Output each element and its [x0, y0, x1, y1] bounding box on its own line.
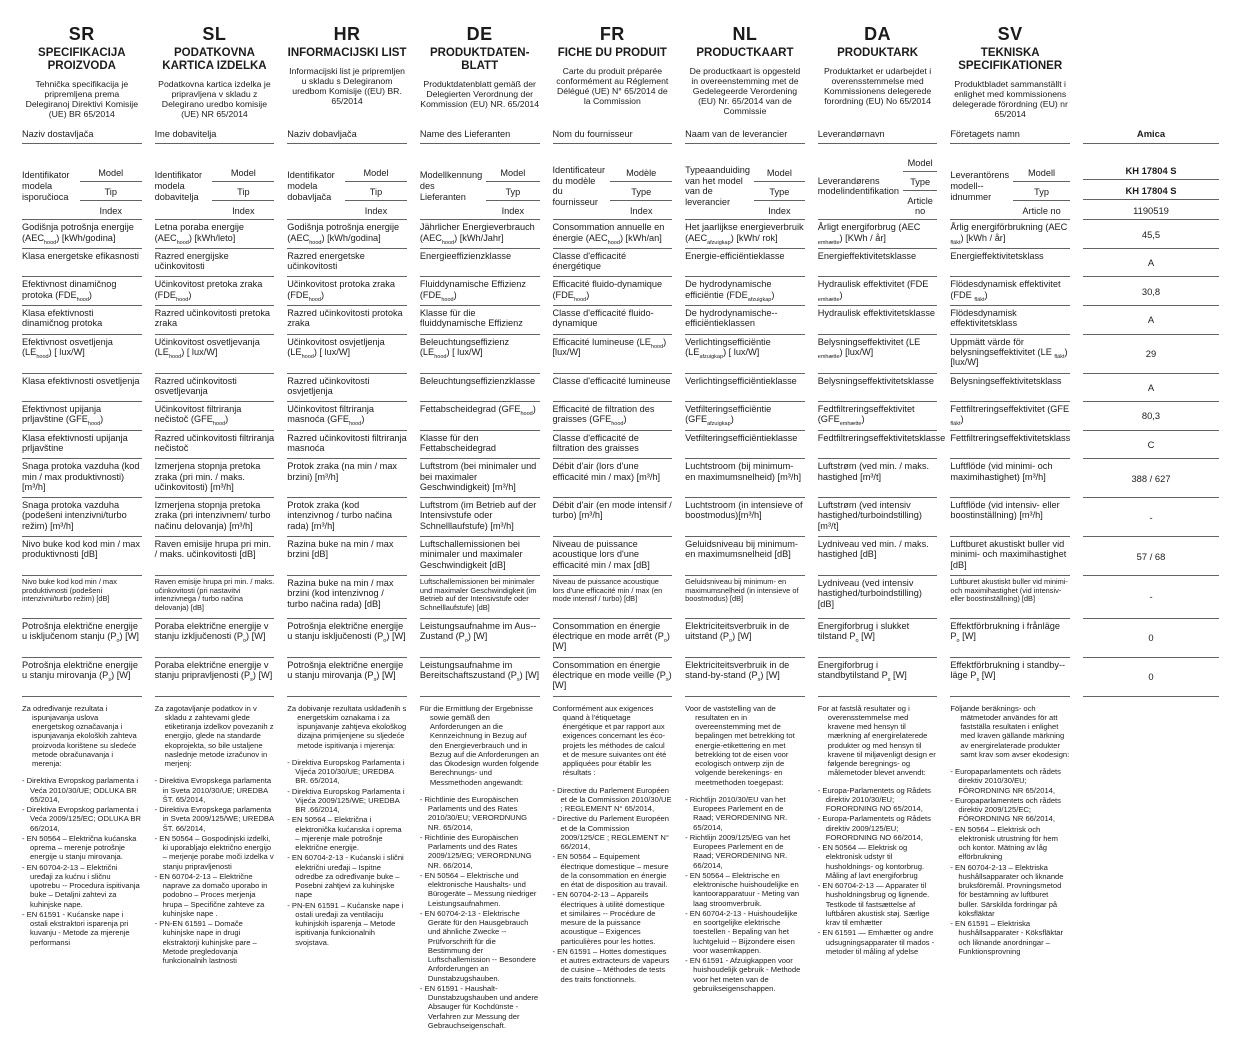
spec-label: Učinkovitost pretoka zraka $(FDE_{hood})$ — [155, 277, 275, 306]
supplier-name-label: Nom du fournisseur — [553, 127, 673, 144]
footer-intro: Za određivanje rezultata i ispunjavanja uslova energetskog označavanja i ispunjavanja ekoloških zahteva proizvoda korištene su sledeće metode obračunavanja i merenja: — [22, 703, 137, 769]
spec-label: Het jaarlijkse energieverbruik $(AEC_{afzuigkap})$ [kWh/ rok] — [685, 220, 805, 249]
spec-label: Energiforbrug i slukket tilstand $P_o$ [W] — [818, 619, 938, 658]
spec-label: Belysningseffektivitetsklass — [950, 374, 1070, 403]
spec-label: Snaga protoka vazduha (kod min / max produktivnosti) [m³/h] — [22, 459, 142, 498]
footer-row — [22, 697, 1219, 1032]
spec-value: A — [1083, 249, 1219, 278]
spec-value: A — [1083, 306, 1219, 335]
spec-label: Classe d'efficacité de filtration des graisses — [553, 431, 673, 460]
spec-label: Razred energijske učinkovitosti — [155, 249, 275, 278]
spec-value: 45,5 — [1083, 220, 1219, 249]
spec-label: Belysningseffektivitetsklasse — [818, 374, 938, 403]
spec-value: C — [1083, 431, 1219, 460]
spec-value: 57 / 68 — [1083, 537, 1219, 576]
spec-label: Razred učinkovitosti pretoka zraka — [155, 306, 275, 335]
article-no-value: 1190519 — [1133, 205, 1169, 217]
column-description: De productkaart is opgesteld in overeenstemming met de Gedelegeerde Verordening (EU) Nr. 65/2014 van de Commissie — [689, 65, 801, 117]
footer-cell — [22, 697, 142, 1032]
spec-label: Energieffektivitetsklass — [950, 249, 1070, 278]
spec-label: Luchtstroom (bij minimum- en maximumsnelheid) [m³/h] — [685, 459, 805, 498]
footer-item: - PN-EN 61591 – Kućanske nape i ostali uređaji za ventilaciju kuhinjskih isparenja – Metode ispitivanja funkcionalnih svojstava. — [287, 901, 407, 947]
spec-row — [22, 402, 1219, 431]
spec-label: Klasa efektivnosti upijanja prljavštine — [22, 431, 142, 460]
footer-item: - EN 60704-2-13 — Apparater til husholdningsbrug og lignende. Testkode til fastsættelse af luftbåren akustisk støj. Særlige krav til emhætter — [818, 881, 938, 927]
spec-label: Elektriciteitsverbruik in de stand-by-stand $(P_s)$ [W] — [685, 658, 805, 697]
spec-label: Potrošnja električne energije u isključenom stanju $(P_o)$ [W] — [22, 619, 142, 658]
spec-row — [22, 619, 1219, 658]
spec-label: Luftstrøm (ved intensiv hastighed/turboindstilling) [m³/t] — [818, 498, 938, 537]
spec-label: Razina buke na min / max brzini [dB] — [287, 537, 407, 576]
supplier-name-label: Name des Lieferanten — [420, 127, 540, 144]
footer-item: - Directive du Parlement Européen et de la Commission 2010/30/UE ; REGLEMENT N° 65/2014, — [553, 786, 673, 814]
spec-label: De hydrodynamische efficiëntie $(FDE_{afzuigkap})$ — [685, 277, 805, 306]
footer-intro: Conformément aux exigences quand à l'étiquetage énergétique et par rapport aux exigences concernant les éco-projets les méthodes de calcul et de mesure suivantes ont été appliquées pour établir les résultats : — [552, 703, 667, 778]
spec-label: Snaga protoka vazduha (podešeni intenzivni/turbo režim) [m³/h] — [22, 498, 142, 537]
language-column-header — [22, 24, 142, 127]
spec-label: Fettabscheidegrad $(GFE_{hood})$ — [420, 402, 540, 431]
column-description: Informacijski list je pripremljen u skladu s Delegiranom uredbom Komisije ((EU) BR. 65/2014 — [289, 65, 405, 107]
spec-label: Efektivnost osvetljenja $(LE_{hood})$ [ lux/W] — [22, 335, 142, 374]
language-column-header — [685, 24, 805, 127]
spec-label: Fedtfiltreringseffektivitetsklasse — [818, 431, 938, 460]
spec-label: Izmerjena stopnja pretoka zraka (pri min. / maks. učinkovitosti) [m³/h] — [155, 459, 275, 498]
model-row-label: Model — [754, 163, 805, 182]
footer-item: - EN 61591 – Elektriska hushållsapparater - Köksfläktar och liknande anordningar – Funktionsprovning — [950, 919, 1070, 956]
spec-label: Effektförbrukning i standby--läge $P_s$ [W] — [950, 658, 1070, 697]
footer-item: - EN 61591 - Afzuigkappen voor huishoudelijk gebruik - Methode voor het meten van de gebruikseigenschappen. — [685, 956, 805, 993]
footer-item: - EN 60704-2-13 - Kućanski i slični električni uređaji – Ispitne odredbe za određivanje buke – Posebni zahtjevi za kuhinjske nape — [287, 853, 407, 899]
spec-value: 29 — [1083, 335, 1219, 374]
spec-label: Vetfilteringsefficiëntie $(GFE_{afzuigkap})$ — [685, 402, 805, 431]
spec-label: Beleuchtungseffizienz $(LE_{hood})$ [ lux/W] — [420, 335, 540, 374]
index-row-label: Article no — [907, 196, 933, 217]
spec-label: Niveau de puissance acoustique lors d'une efficacité min / max [dB] — [553, 537, 673, 576]
spec-label: Luftflöde (vid minimi- och maximihastighet) [m³/h] — [950, 459, 1070, 498]
language-code: DE — [466, 24, 493, 44]
spec-label: Effektförbrukning i frånläge $P_o$ [W] — [950, 619, 1070, 658]
spec-label: De hydrodynamische--efficiëntieklassen — [685, 306, 805, 335]
type-row-label: Tip — [345, 182, 407, 201]
header-row — [22, 24, 1219, 127]
spec-label: Luftburet akustiskt buller vid minimi- och maximihastighet [dB] — [950, 537, 1070, 576]
spec-label: Klasse für den Fettabscheidegrad — [420, 431, 540, 460]
footer-item: - EN 60704-2-13 - Elektrische Geräte für den Hausgebrauch und ähnliche Zwecke -- Prüfvorschrift für die Bestimmung der Luftschallemission -- Besondere Anforderungen an Dunstabzugshauben. — [420, 909, 540, 983]
column-title: PODATKOVNA KARTICA IZDELKA — [162, 47, 267, 72]
spec-label: Efektivnost dinamičnog protoka $(FDE_{hood})$ — [22, 277, 142, 306]
footer-item: - EN 61591 – Hottes domestiques et autres extracteurs de vapeurs de cuisine – Méthodes de tests des traits fonctionnels. — [553, 947, 673, 984]
footer-cell — [818, 697, 938, 1032]
language-column-header — [155, 24, 275, 127]
model-id-label: Identifikator modela dobavljača — [287, 170, 335, 202]
spec-row — [22, 658, 1219, 697]
spec-label: Potrošnja električne energije u stanju mirovanja $(P_s)$ [W] — [22, 658, 142, 697]
supplier-name-label: Företagets namn — [950, 127, 1070, 144]
spec-label: Luftstrom (bei minimaler und bei maximaler Geschwindigkeit) [m³/h] — [420, 459, 540, 498]
spec-label: Efficacité fluido-dynamique $(FDE_{hood})$ — [553, 277, 673, 306]
footer-item: - Directive du Parlement Européen et de la Commission 2009/125/CE ; REGLEMENT N° 66/2014, — [553, 814, 673, 851]
language-column-header — [553, 24, 673, 127]
footer-item: - Direktiva Europskog Parlamenta i Vijeća 2009/125/WE; UREDBA BR .66/2014, — [287, 787, 407, 815]
model-row-label: Modell — [1013, 163, 1070, 182]
footer-item: - PN-EN 61591 – Domače kuhinjske nape in drugi ekstraktorji kuhinjske pare – Metode pregledovanja funkcionalnih lastnosti — [155, 919, 275, 965]
footer-item: - EN 61591 - Kućanske nape i ostali ekstraktori isparenja pri kuvanju - Metode za mjerenje performansi — [22, 910, 142, 947]
spec-label: Razred učinkovitosti protoka zraka — [287, 306, 407, 335]
spec-label: Razred učinkovitosti filtriranja masnoća — [287, 431, 407, 460]
model-id-label: Leverandørens modelindentifikation — [817, 175, 899, 197]
spec-label: Učinkovitost osvjetljenja $(LE_{hood})$ [ lux/W] — [287, 335, 407, 374]
spec-label: Uppmätt värde för belysningseffektivitet (LE $_{fläkt}$) [lux/W] — [950, 335, 1070, 374]
model-row-label: Model — [903, 153, 937, 172]
footer-item: - EN 61591 - Haushalt-Dunstabzugshauben und andere Absauger für Kochdünste - Verfahren zur Messung der Gebrauchseigenschaft. — [420, 984, 540, 1030]
spec-row — [22, 335, 1219, 374]
footer-item: - Europaparlamentets och rådets direktiv 2010/30/EU; FÖRORDNING NR 65/2014, — [950, 767, 1070, 795]
model-row-label: Model — [345, 163, 407, 182]
spec-label: Classe d'efficacité énergétique — [553, 249, 673, 278]
brand-value: Amica — [1083, 127, 1219, 144]
footer-item: - Richtlijn 2009/125/EG van het Europees Parlement en de Raad; VERORDENING NR. 66/2014, — [685, 833, 805, 870]
supplier-name-label: Naam van de leverancier — [685, 127, 805, 144]
footer-empty — [1083, 697, 1219, 1032]
supplier-row — [22, 127, 1219, 144]
index-row-label: Index — [99, 206, 122, 217]
spec-label: Protok zraka (kod intenzivnog / turbo načina rada) [m³/h] — [287, 498, 407, 537]
spec-label: Fettfiltreringseffektivitetsklass — [950, 431, 1070, 460]
model-identifier-cell — [287, 153, 407, 220]
language-column-header — [818, 24, 938, 127]
column-description: Produktarket er udarbejdet i overensstemmelse med Kommissionens delegerede forordning (EU) No 65/2014 — [823, 65, 932, 107]
footer-intro: Für die Ermittlung der Ergebnisse sowie gemäß den Anforderungen an die Kennzeichnung in Bezug auf den Energieverbrauch und in Bezug auf die Anforderungen an das Ökodesign wurden folgende Berechnungs- und Messmethoden angewandt: — [419, 703, 539, 787]
spec-value: - — [1083, 576, 1219, 619]
spec-row — [22, 576, 1219, 619]
spec-label: Beleuchtungseffizienzklasse — [420, 374, 540, 403]
footer-item: - Direktiva Evropskega parlamenta in Sveta 2010/30/UE; UREDBA ŠT. 65/2014, — [155, 776, 275, 804]
spec-label: Luchtstroom (in intensieve of boostmodus)[m³/h] — [685, 498, 805, 537]
footer-item: - Richtlinie des Europäischen Parlaments und des Rates 2010/30/EU; VERORDNUNG NR. 65/2014, — [420, 795, 540, 832]
footer-item: - Europa-Parlamentets og Rådets direktiv 2010/30/EU; FORORDNING NO 65/2014, — [818, 786, 938, 814]
footer-intro: Za zagotavljanje podatkov in v skladu z zahtevami glede etiketiranja izdelkov povezanih z energijo, glede na standarde ekoprojekta, so bile ustaljene naslednje metode izračunov in merjenj: — [154, 703, 274, 769]
supplier-name-label: Leverandørnavn — [818, 127, 938, 144]
spec-label: Consommation annuelle en énergie $(AEC_{hood})$ [kWh/an] — [553, 220, 673, 249]
spec-value: 80,3 — [1083, 402, 1219, 431]
spec-row — [22, 249, 1219, 278]
model-identifier-cell — [420, 153, 540, 220]
footer-item: - EN 60704-2-13 – Appareils électriques à utilité domestique et similaires -- Procédure de mesure de la puissance acoustique – Exigences particulières pour les hottes. — [553, 890, 673, 946]
spec-label: Energieeffizienzklasse — [420, 249, 540, 278]
footer-item: - EN 50564 – Gospodinjski izdelki, ki uporabljajo električno energijo – merjenje porabe moči izdelka v stanju pripravljenosti — [155, 834, 275, 871]
spec-label: Potrošnja električne energije u stanju mirovanja $(P_s)$ [W] — [287, 658, 407, 697]
spec-value: 388 / 627 — [1083, 459, 1219, 498]
spec-label: Débit d'air (lors d'une efficacité min / max) [m³/h] — [553, 459, 673, 498]
footer-intro: Följande beräknings- och mätmetoder användes för att fastställa resultaten i enlighet med kraven gällande märkning av energirelaterade produkter samt krav som avser ekodesign: — [950, 703, 1070, 759]
footer-item: - EN 50564 – Električna i elektronička kućanska i oprema – mjerenje male potrošnje električne energije. — [287, 815, 407, 852]
model-id-label: Identificateur du modèle du fournisseur — [552, 165, 606, 207]
spec-row — [22, 537, 1219, 576]
spec-label: Lydniveau (ved intensiv hastighed/turboindstilling) [dB] — [818, 576, 938, 619]
type-row-label: Type — [754, 182, 805, 201]
index-row-label: Index — [364, 206, 388, 217]
footer-cell — [287, 697, 407, 1032]
model-identifier-cell — [155, 153, 275, 220]
footer-item: - Europa-Parlamentets og Rådets direktiv 2009/125/EU; FORORDNING NO 66/2014, — [818, 814, 938, 842]
column-title: INFORMACIJSKI LIST — [287, 47, 407, 59]
spec-label: Energiforbrug i standbytilstand $P_s$ [W] — [818, 658, 938, 697]
spec-label: Izmerjena stopnja pretoka zraka (pri intenzivnem/ turbo načinu delovanja) [m³/h] — [155, 498, 275, 537]
spec-label: Klasa energetske efikasnosti — [22, 249, 142, 278]
column-title: PRODUKTARK — [837, 47, 919, 59]
footer-item: - EN 50564 — Elektrisk og elektronisk udstyr til husholdnings- og kontorbrug. Måling af lavt energiforbrug — [818, 843, 938, 880]
spec-row — [22, 431, 1219, 460]
spec-label: Efficacité de filtration des graisses $(GFE_{hood})$ — [553, 402, 673, 431]
footer-item: - EN 50564 – Elektrische und elektronische Haushalts- und Bürogeräte – Messung niedriger Leistungsaufnahmen. — [420, 871, 540, 908]
spec-label: Consommation en énergie électrique en mode arrêt $(P_o)$ [W] — [553, 619, 673, 658]
spec-label: Raven emisije hrupa pri min. / maks. učinkovitosti [dB] — [155, 537, 275, 576]
spec-label: Hydraulisk effektivitetsklasse — [818, 306, 938, 335]
spec-label: Učinkovitost filtriranja masnoća $(GFE_{hood})$ — [287, 402, 407, 431]
type-value: KH 17804 S — [1083, 180, 1219, 200]
language-code: SR — [68, 24, 95, 44]
spec-label: Godišnja potrošnja energije $(AEC_{hood})$ [kWh/godina] — [287, 220, 407, 249]
spec-row — [22, 306, 1219, 335]
column-description: Podatkovna kartica izdelka je pripravljena v skladu z Delegirano uredbo komisije (UE) NR 65/2014 — [158, 78, 271, 120]
spec-label: Leistungsaufnahme im Aus--Zustand $(P_o)$ [W] — [420, 619, 540, 658]
model-id-label: Typeaanduiding van het model van de leverancier — [685, 165, 751, 207]
spec-label: Razred energetske učinkovitosti — [287, 249, 407, 278]
spec-label: Débit d'air (en mode intensif / turbo) [m³/h] — [553, 498, 673, 537]
spec-label: Razred učinkovitosti filtriranja nečistoč — [155, 431, 275, 460]
spec-label: Poraba električne energije v stanju izključenosti $(P_o)$ [W] — [155, 619, 275, 658]
spec-label: Flödesdynamisk effektivitet (FDE $_{fläkt}$) — [950, 277, 1070, 306]
spec-label: Hydraulisk effektivitet (FDE $_{emhætte}$) — [818, 277, 938, 306]
supplier-name-label: Ime dobavitelja — [155, 127, 275, 144]
spec-label: Učinkovitost protoka zraka $(FDE_{hood})$ — [287, 277, 407, 306]
model-row-label: Model — [80, 163, 142, 182]
footer-intro: For at fastslå resultater og i overensstemmelse med kravene med hensyn til mærkning af energirelaterede produkter og med hensyn til kravene til miljøvenligt design er følgende beregnings- og målemetoder blevet anvendt: — [817, 703, 936, 778]
footer-item: - Direktiva Evropskega parlamenta in Sveta 2009/125/WE; UREDBA ŠT. 66/2014, — [155, 805, 275, 833]
spec-value: 30,8 — [1083, 277, 1219, 306]
spec-label: Classe d'efficacité fluido-dynamique — [553, 306, 673, 335]
language-code: HR — [333, 24, 361, 44]
model-row-label: Model — [212, 163, 274, 182]
footer-cell — [685, 697, 805, 1032]
spec-label: Efektivnost upijanja prljavštine $(GFE_{hood})$ — [22, 402, 142, 431]
index-row-label: Article no — [1022, 206, 1061, 217]
model-identifier-cell — [22, 153, 142, 220]
spec-rows — [22, 220, 1219, 696]
supplier-name-label: Naziv dostavljača — [22, 127, 142, 144]
model-row-label: Model — [486, 163, 539, 182]
type-row-label: Tip — [212, 182, 274, 201]
spec-value: - — [1083, 498, 1219, 537]
spec-label: Razina buke na min / max brzini (kod intenzivnog / turbo načina rada) [dB] — [287, 576, 407, 619]
model-row-label: Modèle — [610, 163, 672, 182]
spec-row — [22, 277, 1219, 306]
model-identifier-row — [22, 153, 1219, 220]
spec-label: Potrošnja električne energije u stanju isključenosti $(P_o)$ [W] — [287, 619, 407, 658]
model-values-cell — [1083, 153, 1219, 220]
type-row-label: Typ — [1013, 182, 1070, 201]
spec-value: 0 — [1083, 619, 1219, 658]
column-description: Tehnička specifikacija je pripremljena prema Delegiranoj Direktivi Komisije (UE) BR 65/2014 — [25, 78, 139, 120]
spec-label: Fettfiltreringseffektivitet (GFE $_{fläkt}$) — [950, 402, 1070, 431]
footer-cell — [155, 697, 275, 1032]
model-value: KH 17804 S — [1083, 160, 1219, 180]
spec-label: Poraba električne energije v stanju pripravljenosti $(P_s)$ [W] — [155, 658, 275, 697]
type-row-label: Type — [610, 182, 672, 201]
model-id-label: Modellkennung des Lieferanten — [419, 170, 483, 202]
spec-label: Klasa efektivnosti osvetljenja — [22, 374, 142, 403]
language-code: NL — [732, 24, 758, 44]
spec-label: Leistungsaufnahme im Bereitschaftszustand $(P_s)$ [W] — [420, 658, 540, 697]
index-row-label: Index — [629, 206, 653, 217]
spec-label: Energieffektivitetsklasse — [818, 249, 938, 278]
footer-item: - Direktiva Europskog Parlamenta i Vijeća 2010/30/UE; UREDBA BR. 65/2014, — [287, 758, 407, 786]
model-id-label: Identifikator modela isporučioca — [22, 170, 70, 202]
index-row-label: Index — [232, 206, 255, 217]
spec-label: Elektriciteitsverbruik in de uitstand $(P_o)$ [W] — [685, 619, 805, 658]
supplier-name-label: Naziv dobavljača — [287, 127, 407, 144]
spec-label: Luftstrøm (ved min. / maks. hastighed [m³/t] — [818, 459, 938, 498]
column-title: TEKNISKA SPECIFIKATIONER — [958, 47, 1063, 72]
model-id-label: Leverantörens modell--idnummer — [950, 170, 1010, 202]
spec-label: Lydniveau ved min. / maks. hastighed [dB] — [818, 537, 938, 576]
language-code: SL — [202, 24, 227, 44]
footer-item: - Richtlijn 2010/30/EU van het Europees Parlement en de Raad; VERORDENING NR. 65/2014, — [685, 795, 805, 832]
column-title: FICHE DU PRODUIT — [557, 47, 667, 59]
spec-row — [22, 220, 1219, 249]
footer-cell — [420, 697, 540, 1032]
spec-row — [22, 498, 1219, 537]
language-column-header — [287, 24, 407, 127]
spec-label: Nivo buke kod kod min / max produktivnosti [dB] — [22, 537, 142, 576]
language-code: FR — [599, 24, 625, 44]
spec-value: 0 — [1083, 658, 1219, 697]
model-identifier-cell — [685, 153, 805, 220]
spec-label: Razred učinkovitosti osvjetljenja — [287, 374, 407, 403]
index-row-label: Index — [501, 206, 525, 217]
column-title: PRODUCTKAART — [696, 47, 794, 59]
footer-cell — [950, 697, 1070, 1032]
spec-label: Klasa efektivnosti dinamičnog protoka — [22, 306, 142, 335]
spec-label: Luftstrom (im Betrieb auf der Intensivstufe oder Schnelllaufstufe) [m³/h] — [420, 498, 540, 537]
index-row-label: Index — [768, 206, 791, 217]
spec-label: Protok zraka (na min / max brzini) [m³/h] — [287, 459, 407, 498]
column-title: PRODUKTDATEN- BLATT — [429, 47, 530, 72]
footer-item: - EN 60704-2-13 – Elektriska hushållsapparater och liknande bruksföremål. Provningsmetod för bestämning av luftburet buller. Särskilda fordringar på köksfläktar — [950, 863, 1070, 919]
footer-item: - EN 50564 – Elektrisk och elektronisk utrustning för hem och kontor. Mätning av låg elförbrukning — [950, 825, 1070, 862]
spec-label: Flödesdynamisk effektivitetsklass — [950, 306, 1070, 335]
spec-label: Energie-efficiëntieklasse — [685, 249, 805, 278]
spec-label: Učinkovitost osvetljevanja $(LE_{hood})$ [ lux/W] — [155, 335, 275, 374]
spec-label: Årlig energiförbrukning (AEC $_{fläkt}$) [kWh / år] — [950, 220, 1070, 249]
spec-label: Verlichtingsefficiëntie $(LE_{afzuigkap})$ [ lux/W] — [685, 335, 805, 374]
footer-intro: Za dobivanje rezultata usklađenih s energetskim oznakama i za ispunjavanje zahtjeva ekološkog dizajna primijenjene su sljedeće metode ispitivanja i mjerenja: — [287, 703, 407, 750]
footer-item: - Direktiva Evropskog parlamenta i Veća 2009/125/EC; ODLUKA BR 66/2014, — [22, 805, 142, 833]
model-identifier-cell — [950, 153, 1070, 220]
spec-label: Årligt energiforbrug (AEC $_{emhætte}$) [KWh / år] — [818, 220, 938, 249]
type-row-label: Typ — [486, 182, 539, 201]
spec-label: Consommation en énergie électrique en mode veille $(P_s)$ [W] — [553, 658, 673, 697]
footer-item: - EN 60704-2-13 – Električni uređaji za kućnu i sličnu upotrebu -- Procedura ispitivanja buke – Detaljni zahtevi za kuhinjske nape. — [22, 863, 142, 909]
spec-label: Razred učinkovitosti osvetljevanja — [155, 374, 275, 403]
language-code: SV — [997, 24, 1023, 44]
footer-item: - EN 50564 – Equipement électrique domestique – mesure de la consommation en énergie en état de disposition au travail. — [553, 852, 673, 889]
footer-item: - Europaparlamentets och rådets direktiv 2009/125/EC; FÖRORDNING NR 66/2014, — [950, 796, 1070, 824]
spec-label: Geluidsniveau bij minimum- en maximumsnelheid (in intensieve of boostmodus) [dB] — [685, 576, 805, 619]
spec-label: Belysningseffektivitet (LE $_{emhætte}$) [lux/W] — [818, 335, 938, 374]
spec-label: Učinkovitost filtriranja nečistoč $(GFE_{hood})$ — [155, 402, 275, 431]
footer-item: - EN 60704-2-13 – Električne naprave za domačo uporabo in podobno – Proces merjenja hrupa – Specifične zahteve za kuhinjske nape . — [155, 872, 275, 918]
footer-item: - Direktiva Evropskog parlamenta i Veća 2010/30/UE; ODLUKA BR 65/2014, — [22, 776, 142, 804]
language-code: DA — [864, 24, 892, 44]
column-description: Produktbladet sammanställt i enlighet med kommissionens delegerade förordning (EU) nr 65/2014 — [952, 78, 1068, 120]
language-column-header — [420, 24, 540, 127]
language-column-header — [950, 24, 1070, 127]
spec-label: Luftflöde (vid intensiv- eller boostinställning) [m³/h] — [950, 498, 1070, 537]
footer-item: - EN 50564 – Elektrische en elektronische huishoudelijke en kantoorapparatuur - Meting van laag stroomverbruik. — [685, 871, 805, 908]
spec-label: Niveau de puissance acoustique lors d'une efficacité min / max (en mode intensif / turbo) [dB] — [553, 576, 673, 619]
spec-label: Verlichtingsefficiëntieklasse — [685, 374, 805, 403]
column-description: Produktdatenblatt gemäß der Delegierten Verordnung der Kommission (EU) NR. 65/2014 — [420, 78, 540, 109]
model-identifier-cell — [818, 153, 938, 220]
column-title: SPECIFIKACIJA PROIZVODA — [38, 47, 126, 72]
spec-label: Jährlicher Energieverbrauch $(AEC_{hood})$ [kWh/Jahr] — [420, 220, 540, 249]
spec-row — [22, 374, 1219, 403]
values-column-header — [1083, 24, 1219, 127]
footer-item: - EN 50564 – Električna kućanska oprema – merenje potrošnje energije u stanju mirovanja. — [22, 834, 142, 862]
spec-label: Efficacité lumineuse $(LE_{hood})$ [lux/W] — [553, 335, 673, 374]
spec-label: Classe d'efficacité lumineuse — [553, 374, 673, 403]
type-row-label: Type — [903, 172, 937, 191]
model-id-label: Identifikator modela dobavitelja — [154, 170, 203, 202]
spec-label: Geluidsniveau bij minimum- en maximumsnelheid [dB] — [685, 537, 805, 576]
spec-label: Raven emisije hrupa pri min. / maks. učinkovitosti (pri nastavitvi intenzivnega / turbo načina delovanja) [dB] — [155, 576, 275, 619]
footer-cell — [553, 697, 673, 1032]
footer-item: - EN 60704-2-13 - Huishoudelijke en soortgelijke elektrische toestellen - Bepaling van het luchtgeluid -- Bijzondere eisen voor wasemkappen. — [685, 909, 805, 955]
spec-label: Letna poraba energije $(AEC_{hood})$ [kWh/leto] — [155, 220, 275, 249]
spec-label: Fedtfiltreringseffektivitet $(GFE_{emhætte})$ — [818, 402, 938, 431]
spec-label: Fluiddynamische Effizienz $(FDE_{hood})$ — [420, 277, 540, 306]
spec-label: Klasse für die fluiddynamische Effizienz — [420, 306, 540, 335]
spec-label: Godišnja potrošnja energije $(AEC_{hood})$ [kWh/godina] — [22, 220, 142, 249]
spec-row — [22, 459, 1219, 498]
spec-label: Luftburet akustiskt buller vid minimi- och maximihastighet (vid intensiv- eller boostinställning) [dB] — [950, 576, 1070, 619]
column-description: Carte du produit préparée conformément au Réglement Délégué (UE) N° 65/2014 de la Commission — [556, 65, 669, 107]
spec-label: Luftschallemissionen bei minimaler und maximaler Geschwindigkeit (im Betrieb auf der Intensivstufe oder Schnelllaufstufe) [dB] — [420, 576, 540, 619]
footer-item: - Richtlinie des Europäischen Parlaments und des Rates 2009/125/EG; VERORDNUNG NR. 66/2014, — [420, 833, 540, 870]
model-identifier-cell — [553, 153, 673, 220]
footer-item: - EN 61591 — Emhætter og andre udsugningsapparater til mados - metoder til måling af ydelse — [818, 928, 938, 956]
spec-label: Luftschallemissionen bei minimaler und maximaler Geschwindigkeit [dB] — [420, 537, 540, 576]
type-row-label: Tip — [80, 182, 142, 201]
spec-label: Vetfilteringsefficiëntieklasse — [685, 431, 805, 460]
spec-label: Nivo buke kod kod min / max produktivnosti (podešeni intenzivni/turbo režim) [dB] — [22, 576, 142, 619]
spec-value: A — [1083, 374, 1219, 403]
footer-intro: Voor de vaststelling van de resultaten en in overeenstemming met de bepalingen met betrekking tot energie-etikettering en met betrekking tot de eisen voor ecologisch ontwerp zijn de volgende berekenings- en meetmethoden toegepast: — [685, 703, 795, 787]
